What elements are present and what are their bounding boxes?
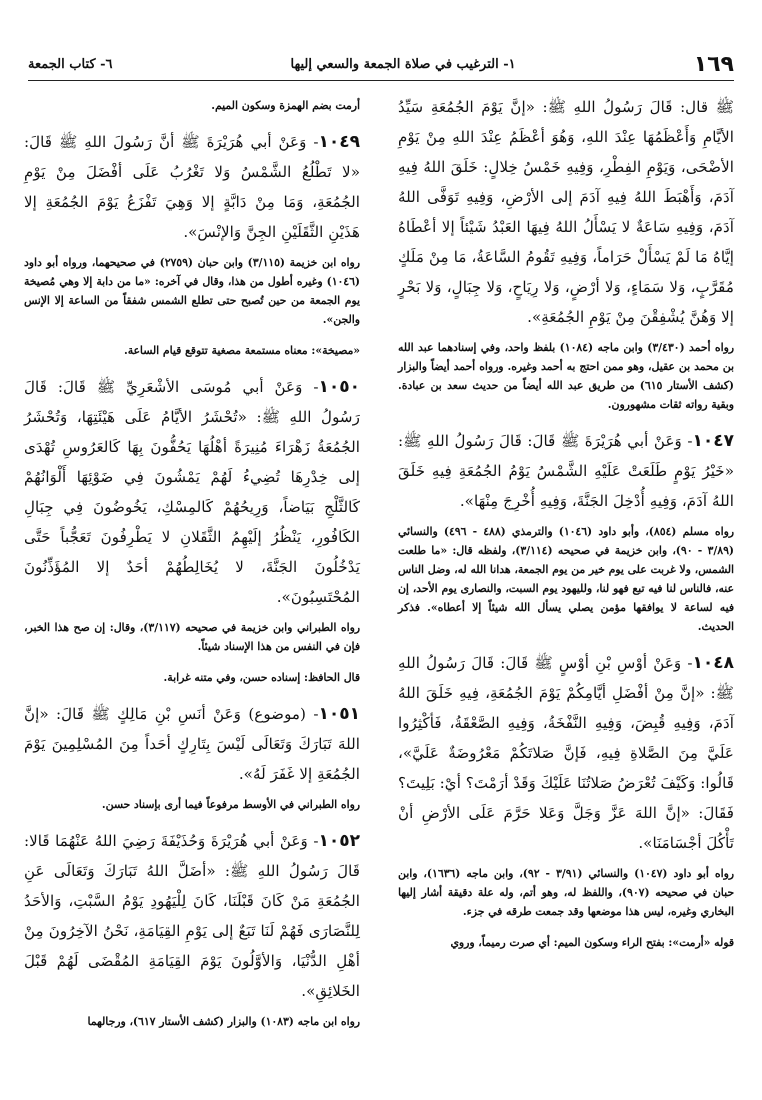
hadith-1052-text: - وَعَنْ أبي هُرَيْرَةَ وَحُذَيْفَةَ رَضِيَ اللهُ عَنْهُمَا قَالا: قَالَ رَسُولُ اللهِ ﷺ: «أضَلَّ اللهُ تَبَارَكَ وَتَعَالَى عَنِ الجُمُعَةِ مَنْ كَانَ قَبْلَنَا، كَانَ لِلْيَهُودِ يَوْمُ السَّبْتِ، وَالأحَدُ لِلنَّصَارَى فَهُمْ لَنَا تَبَعٌ إلى يَوْمِ القِيَامَةِ، نَحْنُ الآخِرُونَ مِنْ أهْلِ الدُّنْيَا، وَالأوَّلُونَ يَوْمَ القِيَامَةِ المُقْضَى لَهُمْ قَبْلَ الخَلائِقِ». bbox=[24, 832, 360, 1000]
hadith-1047 bbox=[398, 426, 734, 516]
hadith-number: ١٠٥١ bbox=[318, 704, 360, 724]
hadith-1051 bbox=[24, 699, 360, 789]
hafiz-comment: قال الحافظ: إسناده حسن، وفي متنه غرابة. bbox=[163, 671, 360, 684]
hadith-1051-note: رواه الطبراني في الأوسط مرفوعاً فيما أرى بإسناد حسن. bbox=[101, 798, 360, 811]
hadith-1049-text: - وَعَنْ أبي هُرَيْرَةَ ﷺ أنَّ رَسُولَ اللهِ ﷺ قَالَ: «لا تَطْلُعُ الشَّمْسُ وَلا تَغْرُبُ عَلَى أفْضَلَ مِنْ يَوْمِ الجُمُعَةِ، وَمَا مِنْ دَابَّةٍ إلا وَهِيَ تَفْزَعُ يَوْمَ الجُمُعَةِ إلا هَذَيْنِ الثَّقَلَيْنِ الجِنَّ وَالإنْسَ». bbox=[24, 133, 360, 241]
gloss-continuation: أرمت بضم الهمزة وسكون الميم. bbox=[211, 99, 360, 112]
hadith-1046-continuation: ﷺ قال: قَالَ رَسُولُ اللهِ ﷺ: «إنَّ يَوْمَ الجُمُعَةِ سَيِّدُ الأيَّامِ وَأَعْظَمُهَا عِنْدَ اللهِ، وَهُوَ أعْظَمُ عِنْدَ اللهِ مِنْ يَوْمِ الأضْحَى، وَيَوْمِ الفِطْرِ، وَفِيهِ خَمْسُ خِلالٍ: خَلَقَ اللهُ فِيهِ آدَمَ، وَأَهْبَطَ اللهُ فِيهِ آدَمَ إلى الأرْضِ، وَفِيهِ تَوَفَّى اللهُ آدَمَ، وَفِيهِ سَاعَةٌ لا يَسْأَلُ اللهُ فِيهَا العَبْدُ شَيْئاً إلا أعْطَاهُ إيَّاهُ مَا لَمْ يَسْأَلْ حَرَاماً، وَفِيهِ تَقُومُ السَّاعَةُ، مَا مِنْ مَلَكٍ مُقَرَّبٍ، وَلا سَمَاءٍ، وَلا أرْضٍ، وَلا رِيَاحٍ، وَلا جِبَالٍ، وَلا بَحْرٍ إلا وَهُنَّ يُشْفِقْنَ مِنْ يَوْمِ الجُمُعَةِ». bbox=[398, 98, 734, 326]
page-header bbox=[28, 50, 734, 81]
book-title: ٦- كتاب الجمعة bbox=[28, 56, 113, 72]
hadith-1050-text: - وَعَنْ أبي مُوسَى الأشْعَرِيِّ ﷺ قَالَ: قَالَ رَسُولُ اللهِ ﷺ: «تُحْشَرُ الأيَّامُ عَلَى هَيْئَتِهَا، وَتُحْشَرُ الجُمُعَةُ زَهْرَاءَ مُنِيرَةً أهْلُهَا يَحُفُّونَ بِهَا كَالعَرُوسِ تُهْدَى إلى خِدْرِهَا تُضِيءُ لَهُمْ يَمْشُونَ فِي ضَوْئِهَا أَلْوَانُهُمْ كَالثَّلْجِ بَيَاضاً، وَرِيحُهُمْ كَالمِسْكِ، يَخُوضُونَ فِي جِبَالِ الكَافُورِ، يَنْظُرُ إلَيْهِمُ الثَّقَلانِ لا يَطْرِفُونَ تَعَجُّباً حَتَّى يَدْخُلُونَ الجَنَّةَ، لا يُخَالِطُهُمْ أحَدٌ إلا المُؤَذِّنُونَ المُحْتَسِبُونَ». bbox=[24, 378, 360, 606]
hadith-1050-note: رواه الطبراني وابن خزيمة في صحيحه (٣/١١٧)، وقال: إن صح هذا الخبر، فإن في النفس من هذا الإسناد شيئاً. bbox=[24, 621, 360, 653]
hadith-1049-note: رواه ابن خزيمة (٣/١١٥) وابن حبان (٢٧٥٩) في صحيحهما، ورواه أبو داود (١٠٤٦) وغيره أطول من هذا، وقال في آخره: «ما من دابة إلا وهي مُصيخة يوم الجمعة من حين تُصبح حتى تطلع الشمس شفقاً من الساعة إلا الإنس والجن». bbox=[24, 256, 360, 326]
left-column bbox=[24, 92, 360, 1043]
hadith-1047-text: - وَعَنْ أبي هُرَيْرَةَ ﷺ قَالَ: قَالَ رَسُولُ اللهِ ﷺ: «خَيْرُ يَوْمٍ طَلَعَتْ عَلَيْهِ الشَّمْسُ يَوْمُ الجُمُعَةِ فِيهِ خَلَقَ اللهُ آدَمَ، وَفِيهِ أُدْخِلَ الجَنَّةَ، وَفِيهِ أُخْرِجَ مِنْهَا». bbox=[398, 432, 734, 510]
hadith-number: ١٠٥٠ bbox=[318, 377, 360, 397]
hadith-number: ١٠٤٨ bbox=[692, 653, 734, 673]
hadith-number: ١٠٤٩ bbox=[318, 132, 360, 152]
hadith-1048-text: - وَعَنْ أوْسِ بْنِ أوْسٍ ﷺ قَالَ: قَالَ رَسُولُ اللهِ ﷺ: «إنَّ مِنْ أفْضَلِ أيَّامِكُمْ يَوْمَ الجُمُعَةِ، فِيهِ خَلَقَ اللهُ آدَمَ، وَفِيهِ قُبِضَ، وَفِيهِ النَّفْخَةُ، وَفِيهِ الصَّعْقَةُ، فَأكْثِرُوا عَلَيَّ مِنَ الصَّلاةِ فِيهِ، فَإنَّ صَلاتَكُمْ مَعْرُوضَةٌ عَلَيَّ»، قَالُوا: وَكَيْفَ تُعْرَضُ صَلاتُنَا عَلَيْكَ وَقَدْ أرَمْتَ؟ أيْ: بَلِيتَ؟ فَقَالَ: «إنَّ اللهَ عَزَّ وَجَلَّ وَعَلا حَرَّمَ عَلَى الأرْضِ أنْ تَأْكُلَ أجْسَامَنَا». bbox=[398, 654, 734, 852]
hadith-1047-note: رواه مسلم (٨٥٤)، وأبو داود (١٠٤٦) والترمذي (٤٨٨ - ٤٩٦) والنسائي (٣/٨٩ - ٩٠)، وابن خزيمة في صحيحه (٣/١١٤)، ولفظه قال: «ما طلعت الشمس، ولا غربت على يوم خير من يوم الجمعة، هدانا الله له، وضل الناس عنه، فالناس لنا فيه تبع فهو لنا، ولليهود يوم السبت، والنصارى يوم الأحد، إن فيه لساعة لا يوافقها مؤمن يصلي يسأل الله شيئاً إلا أعطاه». فذكر الحديث. bbox=[398, 525, 735, 633]
page-number: ١٦٩ bbox=[693, 51, 734, 77]
hadith-1051-text: - (موضوع) وَعَنْ أنَسِ بْنِ مَالِكٍ ﷺ قَالَ: «إنَّ اللهَ تَبَارَكَ وَتَعَالَى لَيْسَ بِتَارِكٍ أحَداً مِنَ المُسْلِمِينَ يَوْمَ الجُمُعَةِ إلا غَفَرَ لَهُ». bbox=[24, 705, 360, 783]
hadith-number: ١٠٥٢ bbox=[318, 831, 360, 851]
gloss-armat: قوله «أرمت»: بفتح الراء وسكون الميم: أي صرت رميماً، وروي bbox=[450, 936, 734, 949]
gloss-musikha: «مصيخة»: معناه مستمعة مصغية تتوقع قيام الساعة. bbox=[123, 344, 360, 357]
hadith-1046-note: رواه أحمد (٣/٤٣٠) وابن ماجه (١٠٨٤) بلفظ واحد، وفي إسنادهما عبد الله بن محمد بن عقيل، وهو ممن احتج به أحمد وغيره. ورواه أحمد أيضاً والبزار (كشف الأستار ٦١٥) من طريق عبد الله أيضاً من حديث سعد بن عبادة. وبقية رواته ثقات مشهورون. bbox=[398, 341, 735, 411]
hadith-1052 bbox=[24, 826, 360, 1006]
hadith-number: ١٠٤٧ bbox=[692, 431, 734, 451]
hadith-1050 bbox=[24, 372, 360, 612]
hadith-1052-note: رواه ابن ماجه (١٠٨٣) والبزار (كشف الأستار ٦١٧)، ورجالهما bbox=[87, 1015, 360, 1028]
hadith-1048-note: رواه أبو داود (١٠٤٧) والنسائي (٣/٩١ - ٩٢)، وابن ماجه (١٦٣٦)، وابن حبان في صحيحه (٩٠٧)، واللفظ له، وهو أتم، وله علة دقيقة أشار إليها البخاري وغيره، ليس هذا موضعها وقد جمعت طرقه في جزء. bbox=[398, 867, 735, 918]
running-title: ١- الترغيب في صلاة الجمعة والسعي إليها bbox=[290, 56, 516, 72]
hadith-1049 bbox=[24, 127, 360, 247]
right-column bbox=[398, 92, 734, 964]
hadith-1048 bbox=[398, 648, 734, 858]
